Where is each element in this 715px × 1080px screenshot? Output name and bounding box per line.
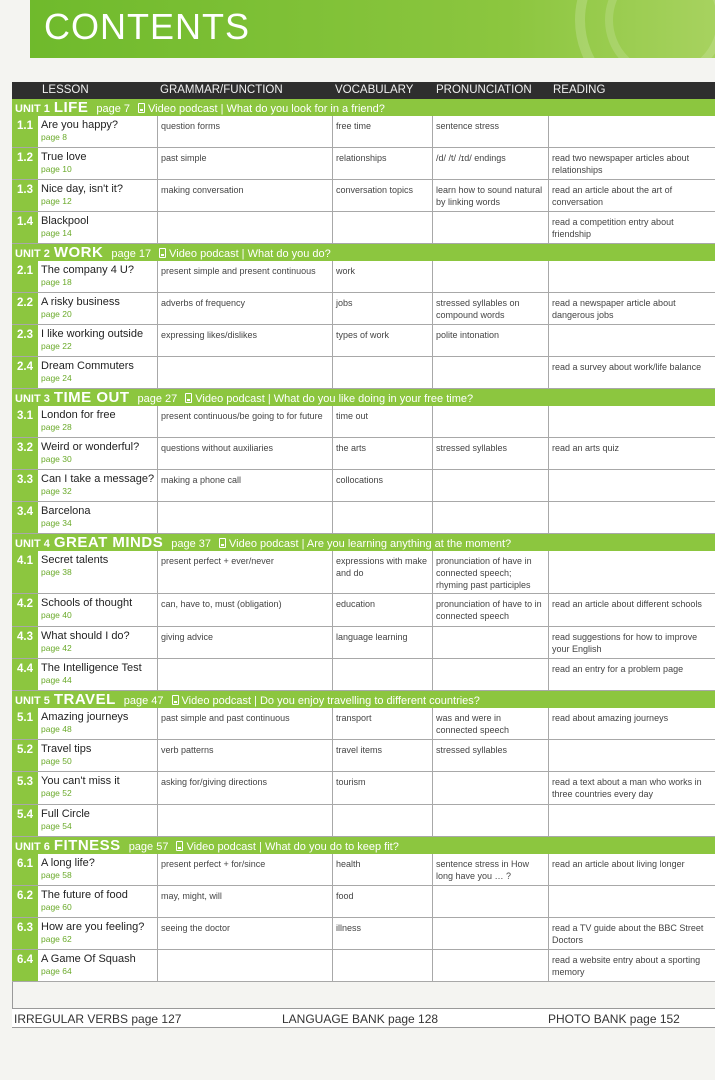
grammar-cell: past simple [157,148,332,179]
lesson-row [12,772,715,805]
video-podcast-link[interactable] [176,841,398,853]
lesson-title: Weird or wonderful? [41,441,140,453]
lesson-title: The Intelligence Test [41,662,142,674]
lesson-cell[interactable] [38,918,157,949]
lesson-number: 2.4 [12,357,38,388]
vocabulary-cell: expressions with make and do [332,551,432,593]
unit-name: FITNESS [53,837,121,854]
grammar-cell: making conversation [157,180,332,211]
vocabulary-cell: free time [332,116,432,147]
video-podcast-icon [176,841,183,851]
lesson-page: page 28 [41,422,72,432]
column-vocabulary: VOCABULARY [335,84,414,96]
unit-name: WORK [53,244,104,261]
grammar-cell: can, have to, must (obligation) [157,594,332,626]
lesson-page: page 54 [41,821,72,831]
vocabulary-cell [332,357,432,388]
pronunciation-cell: sentence stress in How long have you … ? [432,854,548,885]
unit-name: TIME OUT [53,389,130,406]
reading-cell: read a website entry about a sporting memory [548,950,715,981]
video-podcast-text: Video podcast | What do you like doing in your free time? [195,393,474,405]
lesson-cell[interactable] [38,659,157,690]
lesson-page: page 58 [41,870,72,880]
video-podcast-link[interactable] [138,103,385,115]
lesson-row [12,261,715,293]
lesson-page: page 32 [41,486,72,496]
lesson-cell[interactable] [38,950,157,981]
reading-cell: read an article about living longer [548,854,715,885]
vocabulary-cell: tourism [332,772,432,804]
column-grammar: GRAMMAR/FUNCTION [160,84,283,96]
lesson-number: 6.3 [12,918,38,949]
vocabulary-cell: travel items [332,740,432,771]
footer-bar [12,1008,715,1028]
lesson-title: Secret talents [41,554,109,566]
video-podcast-icon [138,103,145,113]
reading-cell: read two newspaper articles about relationships [548,148,715,179]
lesson-row [12,406,715,438]
lesson-page: page 50 [41,756,72,766]
lesson-cell[interactable] [38,805,157,836]
grammar-cell: giving advice [157,627,332,658]
lesson-cell[interactable] [38,148,157,179]
lesson-title: How are you feeling? [41,921,145,933]
reading-cell [548,551,715,593]
grammar-cell [157,212,332,243]
pronunciation-cell: polite intonation [432,325,548,356]
unit-header [12,389,715,406]
pronunciation-cell: pronunciation of have to in connected speech [432,594,548,626]
lesson-number: 5.1 [12,708,38,739]
lesson-number: 5.4 [12,805,38,836]
lesson-row [12,438,715,470]
grammar-cell [157,950,332,981]
lesson-row [12,659,715,691]
lesson-cell[interactable] [38,406,157,437]
lesson-number: 6.2 [12,886,38,917]
lesson-title: You can't miss it [41,775,120,787]
contents-banner [30,0,715,58]
lesson-number: 1.3 [12,180,38,211]
lesson-cell[interactable] [38,180,157,211]
lesson-number: 4.2 [12,594,38,626]
pronunciation-cell [432,406,548,437]
lesson-cell[interactable] [38,708,157,739]
grammar-cell: may, might, will [157,886,332,917]
lesson-number: 1.2 [12,148,38,179]
lesson-row [12,627,715,659]
lesson-number: 3.1 [12,406,38,437]
lesson-page: page 60 [41,902,72,912]
grammar-cell: present perfect + for/since [157,854,332,885]
grammar-cell: present simple and present continuous [157,261,332,292]
unit-page: page 47 [123,695,164,707]
lesson-page: page 22 [41,341,72,351]
vocabulary-cell: language learning [332,627,432,658]
footer-language-bank[interactable]: LANGUAGE BANK page 128 [282,1012,439,1026]
lesson-cell[interactable] [38,772,157,804]
lesson-page: page 62 [41,934,72,944]
lesson-row [12,502,715,534]
vocabulary-cell: time out [332,406,432,437]
unit-name: GREAT MINDS [53,534,164,551]
grammar-cell: asking for/giving directions [157,772,332,804]
pronunciation-cell: /d/ /t/ /ɪd/ endings [432,148,548,179]
lesson-cell[interactable] [38,854,157,885]
unit-page: page 27 [137,393,178,405]
unit-header-content [15,244,331,261]
unit-label: UNIT 5 [15,695,50,707]
vocabulary-cell: types of work [332,325,432,356]
lesson-number: 4.1 [12,551,38,593]
grammar-cell: question forms [157,116,332,147]
lesson-title: The future of food [41,889,128,901]
grammar-cell [157,805,332,836]
pronunciation-cell [432,212,548,243]
lesson-cell[interactable] [38,886,157,917]
lesson-cell[interactable] [38,261,157,292]
lesson-title: A Game Of Squash [41,953,136,965]
lesson-cell[interactable] [38,325,157,356]
footer-photo-bank[interactable]: PHOTO BANK page 152 [548,1012,680,1026]
pronunciation-cell [432,950,548,981]
lesson-title: A long life? [41,857,95,869]
lesson-page: page 8 [41,132,67,142]
lesson-cell[interactable] [38,293,157,324]
lesson-cell[interactable] [38,357,157,388]
lesson-title: Schools of thought [41,597,133,609]
lesson-page: page 18 [41,277,72,287]
banner-decoration-inner [605,0,715,58]
lesson-page: page 40 [41,610,72,620]
column-header-row [12,82,715,99]
pronunciation-cell [432,470,548,501]
unit-header-content [15,99,385,116]
lesson-page: page 42 [41,643,72,653]
grammar-cell [157,357,332,388]
lesson-page: page 30 [41,454,72,464]
grammar-cell: making a phone call [157,470,332,501]
unit-page: page 57 [128,841,169,853]
vocabulary-cell: illness [332,918,432,949]
video-podcast-icon [185,393,192,403]
lesson-row [12,805,715,837]
lesson-title: True love [41,151,87,163]
reading-cell [548,502,715,533]
pronunciation-cell: sentence stress [432,116,548,147]
unit-label: UNIT 1 [15,103,50,115]
vocabulary-cell [332,212,432,243]
grammar-cell: present perfect + ever/never [157,551,332,593]
lesson-number: 2.1 [12,261,38,292]
vocabulary-cell [332,502,432,533]
lesson-title: London for free [41,409,116,421]
lesson-row [12,325,715,357]
video-podcast-link[interactable] [159,248,331,260]
vocabulary-cell: relationships [332,148,432,179]
video-podcast-text: Video podcast | What do you do? [169,248,331,260]
lesson-number: 5.3 [12,772,38,804]
lesson-cell[interactable] [38,627,157,658]
lesson-row [12,918,715,950]
lesson-cell[interactable] [38,502,157,533]
vocabulary-cell: collocations [332,470,432,501]
reading-cell: read a newspaper article about dangerous jobs [548,293,715,324]
video-podcast-link[interactable] [172,695,480,707]
pronunciation-cell: pronunciation of have in connected speech; rhyming past participles [432,551,548,593]
lesson-cell[interactable] [38,740,157,771]
grammar-cell: adverbs of frequency [157,293,332,324]
lesson-number: 4.4 [12,659,38,690]
reading-cell: read a TV guide about the BBC Street Doctors [548,918,715,949]
lesson-number: 5.2 [12,740,38,771]
video-podcast-link[interactable] [219,538,511,550]
unit-page: page 17 [111,248,152,260]
lesson-page: page 24 [41,373,72,383]
page-title: CONTENTS [44,6,250,47]
lesson-title: What should I do? [41,630,130,642]
lesson-title: Amazing journeys [41,711,129,723]
vocabulary-cell: health [332,854,432,885]
lesson-title: A risky business [41,296,120,308]
vocabulary-cell: the arts [332,438,432,469]
lesson-title: Nice day, isn't it? [41,183,123,195]
lesson-number: 3.4 [12,502,38,533]
pronunciation-cell [432,918,548,949]
reading-cell: read about amazing journeys [548,708,715,739]
column-lesson: LESSON [42,84,89,96]
unit-name: TRAVEL [53,691,116,708]
lesson-page: page 48 [41,724,72,734]
lesson-row [12,180,715,212]
pronunciation-cell [432,805,548,836]
reading-cell [548,886,715,917]
unit-header [12,837,715,854]
pronunciation-cell: stressed syllables on compound words [432,293,548,324]
unit-header-content [15,691,480,708]
grammar-cell: questions without auxiliaries [157,438,332,469]
reading-cell [548,406,715,437]
lesson-row [12,886,715,918]
vocabulary-cell [332,659,432,690]
lesson-page: page 52 [41,788,72,798]
reading-cell: read an article about different schools [548,594,715,626]
grammar-cell: verb patterns [157,740,332,771]
video-podcast-icon [172,695,179,705]
lesson-row [12,551,715,594]
lesson-title: Blackpool [41,215,89,227]
vocabulary-cell: food [332,886,432,917]
reading-cell [548,470,715,501]
lesson-title: Barcelona [41,505,91,517]
lesson-cell[interactable] [38,551,157,593]
unit-label: UNIT 4 [15,538,50,550]
grammar-cell: present continuous/be going to for future [157,406,332,437]
unit-label: UNIT 3 [15,393,50,405]
reading-cell [548,116,715,147]
pronunciation-cell [432,886,548,917]
lesson-cell[interactable] [38,212,157,243]
reading-cell [548,740,715,771]
video-podcast-text: Video podcast | What do you do to keep fit? [186,841,399,853]
lesson-page: page 12 [41,196,72,206]
vocabulary-cell [332,805,432,836]
pronunciation-cell [432,772,548,804]
lesson-row [12,594,715,627]
lesson-cell[interactable] [38,116,157,147]
lesson-page: page 34 [41,518,72,528]
vocabulary-cell: education [332,594,432,626]
reading-cell: read an arts quiz [548,438,715,469]
lesson-row [12,740,715,772]
vocabulary-cell: work [332,261,432,292]
video-podcast-link[interactable] [185,393,473,405]
vocabulary-cell: jobs [332,293,432,324]
vocabulary-cell [332,950,432,981]
reading-cell [548,261,715,292]
unit-label: UNIT 6 [15,841,50,853]
grammar-cell: expressing likes/dislikes [157,325,332,356]
video-podcast-text: Video podcast | What do you look for in a friend? [148,103,385,115]
reading-cell: read a survey about work/life balance [548,357,715,388]
lesson-page: page 64 [41,966,72,976]
grammar-cell [157,659,332,690]
lesson-number: 4.3 [12,627,38,658]
lesson-number: 3.3 [12,470,38,501]
grammar-cell: past simple and past continuous [157,708,332,739]
lesson-row [12,854,715,886]
lesson-page: page 20 [41,309,72,319]
pronunciation-cell: was and were in connected speech [432,708,548,739]
unit-header [12,691,715,708]
lesson-number: 6.4 [12,950,38,981]
lesson-page: page 38 [41,567,72,577]
lesson-row [12,708,715,740]
unit-page: page 7 [96,103,130,115]
reading-cell: read suggestions for how to improve your English [548,627,715,658]
lesson-page: page 10 [41,164,72,174]
footer-irregular-verbs[interactable]: IRREGULAR VERBS page 127 [14,1012,182,1026]
pronunciation-cell [432,627,548,658]
unit-header [12,534,715,551]
lesson-page: page 14 [41,228,72,238]
reading-cell: read a text about a man who works in three countries every day [548,772,715,804]
lesson-number: 6.1 [12,854,38,885]
column-pronunciation: PRONUNCIATION [436,84,532,96]
lesson-title: Can I take a message? [41,473,155,485]
lesson-number: 3.2 [12,438,38,469]
reading-cell [548,325,715,356]
lesson-row [12,116,715,148]
lesson-title: Travel tips [41,743,92,755]
grammar-cell: seeing the doctor [157,918,332,949]
reading-cell: read a competition entry about friendship [548,212,715,243]
lesson-number: 1.4 [12,212,38,243]
unit-name: LIFE [53,99,89,116]
lesson-number: 1.1 [12,116,38,147]
lesson-row [12,470,715,502]
unit-header [12,244,715,261]
lesson-number: 2.3 [12,325,38,356]
reading-cell: read an entry for a problem page [548,659,715,690]
lesson-row [12,148,715,180]
lesson-title: I like working outside [41,328,144,340]
grammar-cell [157,502,332,533]
lesson-title: Dream Commuters [41,360,134,372]
unit-header-content [15,837,399,854]
contents-table [12,82,715,982]
unit-header-content [15,389,473,406]
pronunciation-cell [432,261,548,292]
unit-header [12,99,715,116]
vocabulary-cell: transport [332,708,432,739]
lesson-row [12,950,715,982]
pronunciation-cell: stressed syllables [432,438,548,469]
video-podcast-icon [159,248,166,258]
lesson-row [12,293,715,325]
pronunciation-cell [432,502,548,533]
vocabulary-cell: conversation topics [332,180,432,211]
unit-label: UNIT 2 [15,248,50,260]
lesson-title: The company 4 U? [41,264,134,276]
lesson-page: page 44 [41,675,72,685]
pronunciation-cell: learn how to sound natural by linking words [432,180,548,211]
video-podcast-icon [219,538,226,548]
lesson-title: Full Circle [41,808,90,820]
unit-page: page 37 [171,538,211,550]
lesson-title: Are you happy? [41,119,119,131]
reading-cell [548,805,715,836]
lesson-cell[interactable] [38,594,157,626]
pronunciation-cell [432,357,548,388]
pronunciation-cell: stressed syllables [432,740,548,771]
lesson-cell[interactable] [38,438,157,469]
lesson-number: 2.2 [12,293,38,324]
video-podcast-text: Video podcast | Are you learning anything at the moment? [229,538,512,550]
pronunciation-cell [432,659,548,690]
video-podcast-text: Video podcast | Do you enjoy travelling to different countries? [181,695,480,707]
lesson-row [12,357,715,389]
column-reading: READING [553,84,606,96]
unit-header-content [15,534,511,551]
reading-cell: read an article about the art of conversation [548,180,715,211]
lesson-row [12,212,715,244]
lesson-cell[interactable] [38,470,157,501]
